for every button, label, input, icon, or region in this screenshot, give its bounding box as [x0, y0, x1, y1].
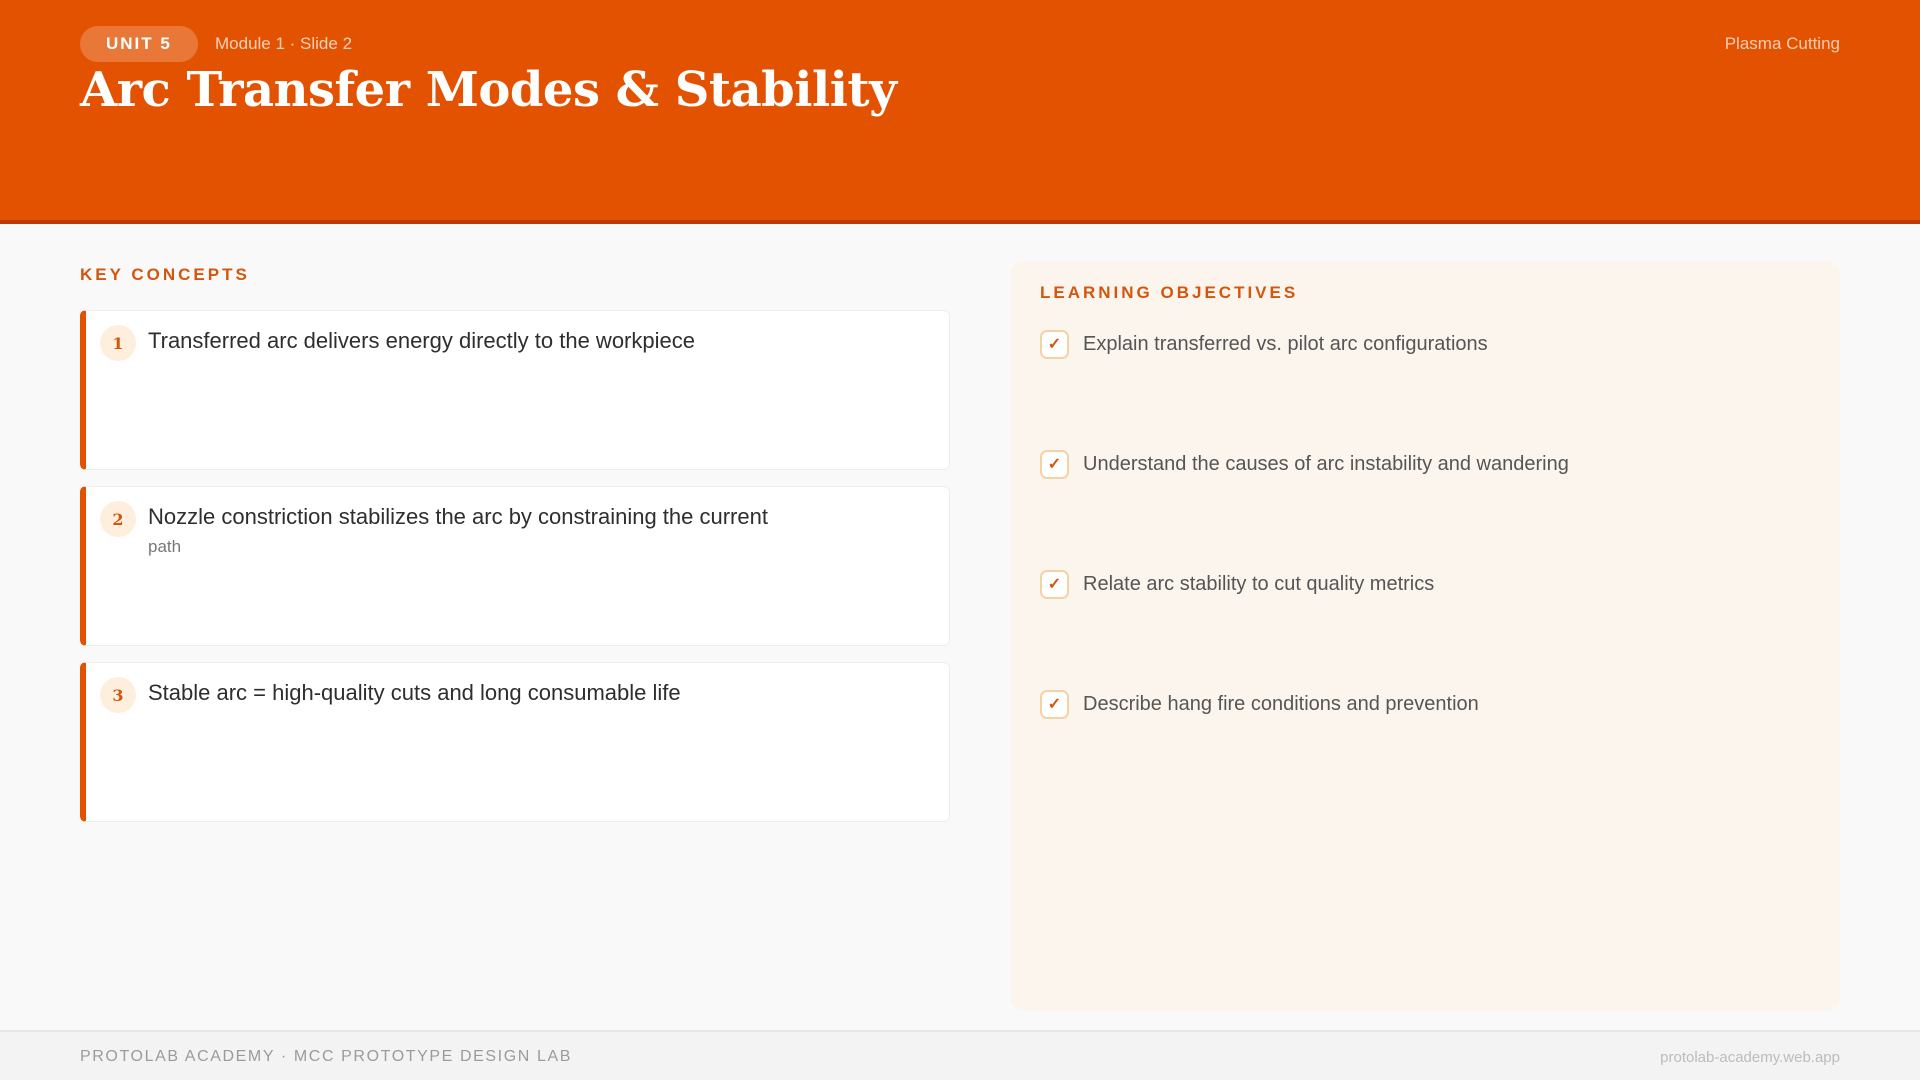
slide-header	[0, 0, 1920, 224]
concept-card	[80, 662, 950, 822]
concept-text: Stable arc = high-quality cuts and long consumable life	[148, 680, 681, 705]
concept-subtext: path	[148, 537, 182, 556]
concept-card	[80, 310, 950, 470]
objective-item	[1040, 689, 1479, 719]
learning-objectives-panel	[1010, 261, 1840, 1011]
module-info: Module 1 · Slide 2	[215, 34, 353, 53]
check-icon: ✓	[1040, 690, 1069, 719]
number-badge: 1	[100, 325, 136, 361]
key-concepts-heading: KEY CONCEPTS	[80, 265, 250, 284]
concept-text: Transferred arc delivers energy directly to the workpiece	[148, 328, 695, 353]
objective-item	[1040, 569, 1434, 599]
course-name: Plasma Cutting	[1724, 34, 1840, 53]
check-icon: ✓	[1040, 330, 1069, 359]
concept-card	[80, 486, 950, 646]
check-icon: ✓	[1040, 570, 1069, 599]
footer-org: PROTOLAB ACADEMY · MCC PROTOTYPE DESIGN LAB	[80, 1048, 573, 1065]
objective-item	[1040, 329, 1488, 359]
unit-badge: UNIT 5	[80, 26, 198, 62]
objective-item	[1040, 449, 1569, 479]
concept-text: Nozzle constriction stabilizes the arc by constraining the current	[148, 504, 768, 529]
number-badge: 3	[100, 677, 136, 713]
slide-footer	[0, 1030, 1920, 1080]
objective-text: Relate arc stability to cut quality metrics	[1083, 572, 1435, 595]
check-icon: ✓	[1040, 450, 1069, 479]
objective-text: Describe hang fire conditions and prevention	[1083, 692, 1479, 715]
page-title: Arc Transfer Modes & Stability	[80, 62, 897, 118]
objective-text: Explain transferred vs. pilot arc configurations	[1083, 332, 1488, 355]
learning-objectives-heading: LEARNING OBJECTIVES	[1040, 283, 1299, 302]
footer-url: protolab-academy.web.app	[1660, 1049, 1840, 1066]
objective-text: Understand the causes of arc instability and wandering	[1083, 452, 1569, 475]
number-badge: 2	[100, 501, 136, 537]
